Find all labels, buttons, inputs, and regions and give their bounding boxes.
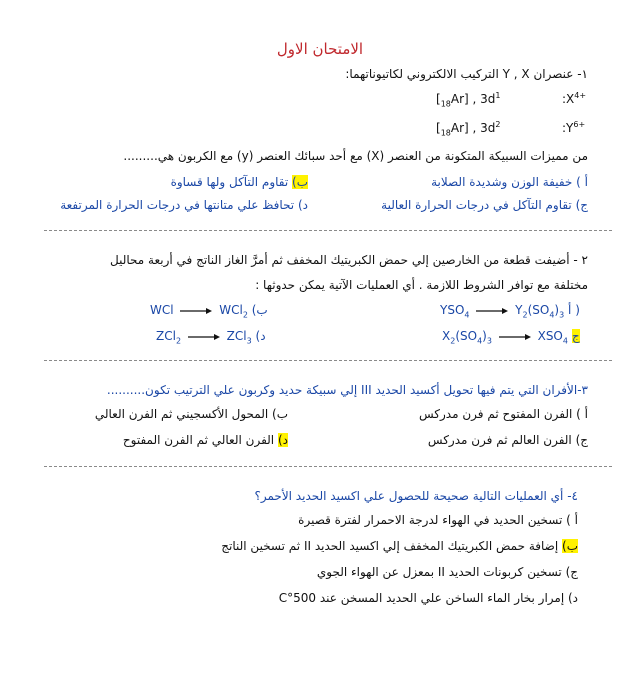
q1-ion-x-config: $[_{18}Ar]$ , $3d^1$ [436, 91, 501, 109]
q2-option-d-letter: (د [255, 329, 266, 343]
q3-option-a[interactable]: أ ) الفرن المفتوح ثم فرن مدركس [419, 407, 588, 421]
q2-option-a[interactable]: $YSO_4$ $Y_2(SO_4)_3$ أ ) [440, 303, 580, 320]
q1-ion-y-config: $[_{18}Ar]$ , $3d^2$ [436, 120, 501, 138]
arrow-icon [476, 306, 508, 316]
q2-option-d[interactable]: ZCl$_2$ ZCl$_3$ (د [156, 329, 266, 346]
q1-option-a[interactable]: أ ) خفيفة الوزن وشديدة الصلابة [431, 175, 588, 189]
separator-1 [44, 230, 612, 231]
q4-option-b[interactable] [221, 538, 578, 554]
q1-ion-x-charge: 4+ [574, 91, 587, 100]
q1-ion-x: $:X^{4+}$ [562, 91, 587, 106]
q1-ion-y-label: Y [566, 121, 574, 135]
q3-option-d-text: الفرن العالي ثم الفرن المفتوح [122, 433, 275, 447]
q3-option-d[interactable] [123, 432, 288, 448]
q4-stem: ٤- أي العمليات التالية صحيحة للحصول علي اكسيد الحديد الأحمر؟ [254, 489, 578, 503]
q2-option-c[interactable]: $X_2(SO_4)_3$ $XSO_4$ ج [442, 329, 580, 346]
q4-option-b-text: إضافة حمض الكبريتيك المخفف إلي اكسيد الحديد II ثم تسخين الناتج [221, 539, 559, 553]
q3-option-b[interactable]: ب) المحول الأكسجيني ثم الفرن العالي [94, 407, 288, 421]
q1-option-d[interactable]: د) تحافظ علي متانتها في درجات الحرارة المرتفعة [60, 198, 308, 212]
q2-option-c-letter: ج [571, 329, 580, 343]
arrow-icon [188, 332, 220, 342]
q4-option-a[interactable]: أ ) تسخين الحديد في الهواء لدرجة الاحمرار لفترة قصيرة [298, 513, 578, 527]
arrow-icon [180, 306, 212, 316]
separator-3 [44, 466, 612, 467]
q1-option-b-text: تقاوم التآكل ولها قساوة [170, 175, 289, 189]
q1-ion-y-charge: 6+ [573, 120, 586, 129]
q2-line2: مختلفة مع توافر الشروط اللازمة . أي العمليات الآتية يمكن حدوثها : [255, 278, 588, 292]
q2-line1: ٢ - أضيفت قطعة من الخارصين إلي حمض الكبريتيك المخفف ثم أمرَّ الغاز الناتج في أربعة محاليل [110, 253, 588, 267]
q4-option-d[interactable]: د) إمرار بخار الماء الساخن علي الحديد المسخن عند 500°C [278, 591, 578, 605]
arrow-icon [499, 332, 531, 342]
q1-question: من مميزات السبيكة المتكونة من العنصر (X) مع أحد سبائك العنصر (y) مع الكربون هي......... [123, 149, 588, 163]
q2-option-b[interactable]: WCl WCl$_2$ (ب [150, 303, 268, 320]
q4-option-b-letter: ب) [562, 539, 578, 553]
q3-stem: ٣-الأفران التي يتم فيها تحويل أكسيد الحديد III إلي سبيكة حديد وكربون علي الترتيب تكون.......... [106, 383, 588, 397]
q1-ion-y: $:Y^{6+}$ [562, 120, 586, 135]
q2-option-b-letter: (ب [251, 303, 268, 317]
q1-option-c[interactable]: ج) تقاوم التآكل في درجات الحرارة العالية [381, 198, 588, 212]
page-title: الامتحان الاول [276, 40, 364, 58]
q1-option-b-letter: ب) [292, 175, 308, 189]
q1-ion-x-label: X [566, 92, 575, 106]
q3-option-c[interactable]: ج) الفرن العالم ثم فرن مدركس [427, 433, 588, 447]
q4-option-c[interactable]: ج) تسخين كربونات الحديد II بمعزل عن الهواء الجوي [316, 565, 578, 579]
q3-option-d-letter: د) [277, 433, 288, 447]
q1-stem: ١- عنصران Y , X التركيب الالكتروني لكاتيوناتهما: [345, 67, 588, 81]
separator-2 [44, 360, 612, 361]
q2-option-a-letter: أ ) [568, 303, 580, 317]
q1-option-b[interactable] [171, 174, 308, 190]
